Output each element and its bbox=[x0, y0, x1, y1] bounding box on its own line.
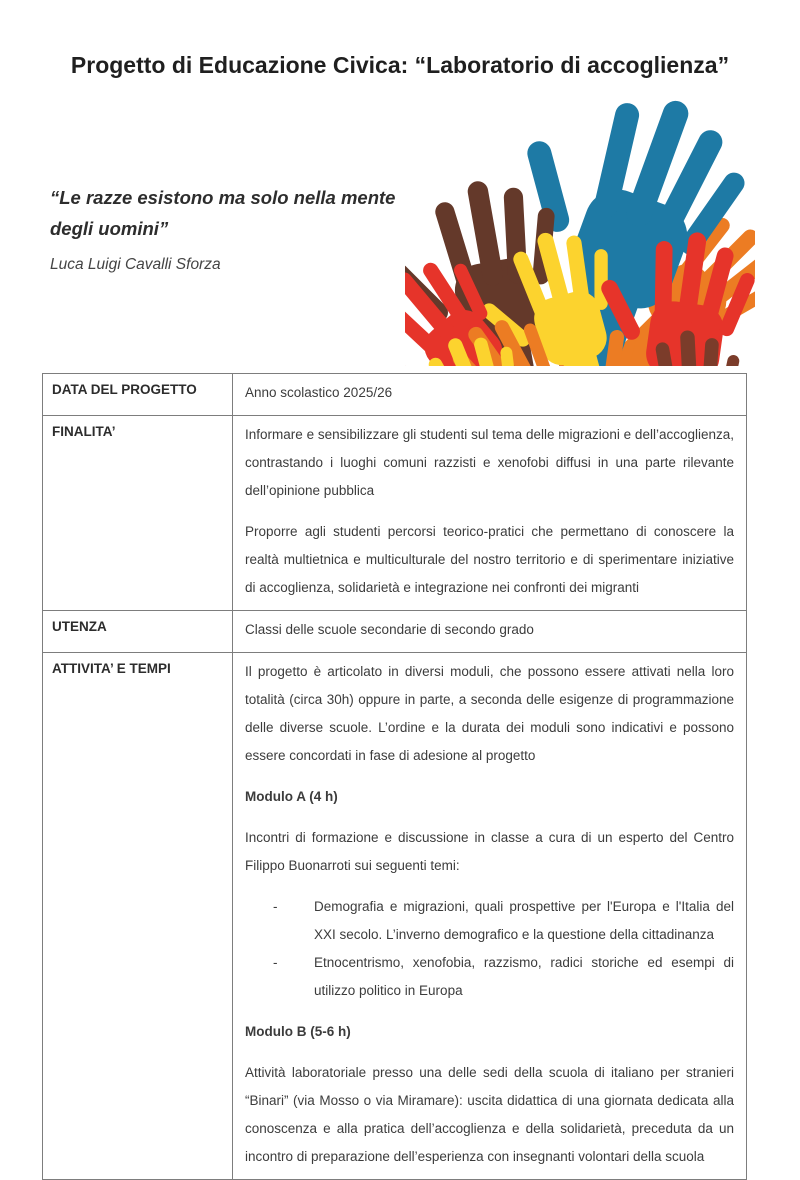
bullet-text: Etnocentrismo, xenofobia, razzismo, radici storiche ed esempi di utilizzo politico in Europa bbox=[314, 955, 734, 998]
table-row bbox=[43, 611, 747, 653]
paragraph: Proporre agli studenti percorsi teorico-pratici che permettano di conoscere la realtà multietnica e multiculturale del nostro territorio e di sperimentare iniziative di accoglienza, solidarietà e integrazione nei confronti dei migranti bbox=[245, 524, 734, 595]
table-row bbox=[43, 653, 747, 1180]
row-label: ATTIVITA’ E TEMPI bbox=[43, 653, 233, 1180]
row-label: DATA DEL PROGETTO bbox=[43, 374, 233, 416]
table-row bbox=[43, 416, 747, 611]
bullet-dash: - bbox=[273, 955, 278, 970]
page-title: Progetto di Educazione Civica: “Laboratorio di accoglienza” bbox=[70, 52, 730, 78]
row-content bbox=[233, 416, 747, 611]
bullet-dash: - bbox=[273, 899, 278, 914]
table-row bbox=[43, 374, 747, 416]
row-label: UTENZA bbox=[43, 611, 233, 653]
quote-line-2: degli uomini” bbox=[50, 218, 169, 239]
paragraph: Incontri di formazione e discussione in classe a cura di un esperto del Centro Filippo Buonarroti sui seguenti temi: bbox=[245, 830, 734, 873]
paragraph: Il progetto è articolato in diversi moduli, che possono essere attivati nella loro totalità (circa 30h) oppure in parte, a seconda delle esigenze di programmazione delle diverse scuole. L’ordine e la durata dei moduli sono indicativi e possono essere concordati in fase di adesione al progetto bbox=[245, 664, 734, 763]
project-table bbox=[42, 373, 747, 1180]
raised-hands-illustration bbox=[405, 93, 755, 366]
quote-attribution: Luca Luigi Cavalli Sforza bbox=[50, 256, 221, 273]
paragraph: Anno scolastico 2025/26 bbox=[245, 385, 393, 400]
project-table-body bbox=[43, 374, 747, 1180]
row-content bbox=[233, 611, 747, 653]
row-content bbox=[233, 653, 747, 1180]
row-label: FINALITA’ bbox=[43, 416, 233, 611]
quote-line-1: “Le razze esistono ma solo nella mente bbox=[50, 187, 396, 208]
quote bbox=[50, 182, 440, 244]
module-heading: Modulo B (5-6 h) bbox=[245, 1024, 351, 1039]
paragraph: Informare e sensibilizzare gli studenti sul tema delle migrazioni e dell’accoglienza, contrastando i luoghi comuni razzisti e xenofobi diffusi in una parte rilevante dell’opinione pubblica bbox=[245, 427, 734, 498]
bullet-item bbox=[245, 949, 734, 1005]
paragraph: Classi delle scuole secondarie di secondo grado bbox=[245, 622, 534, 637]
paragraph: Attività laboratoriale presso una delle sedi della scuola di italiano per stranieri “Binari” (via Mosso o via Miramare): uscita didattica di una giornata dedicata alla conoscenza e alla pratica dell’accoglienza e della solidarietà, preceduta da un incontro di preparazione dell’esperienza con insegnanti volontari della scuola bbox=[245, 1065, 734, 1164]
bullet-item bbox=[245, 893, 734, 949]
bullet-text: Demografia e migrazioni, quali prospettive per l'Europa e l'Italia del XXI secolo. L’inverno demografico e la questione della cittadinanza bbox=[314, 899, 734, 942]
module-heading: Modulo A (4 h) bbox=[245, 789, 338, 804]
row-content bbox=[233, 374, 747, 416]
